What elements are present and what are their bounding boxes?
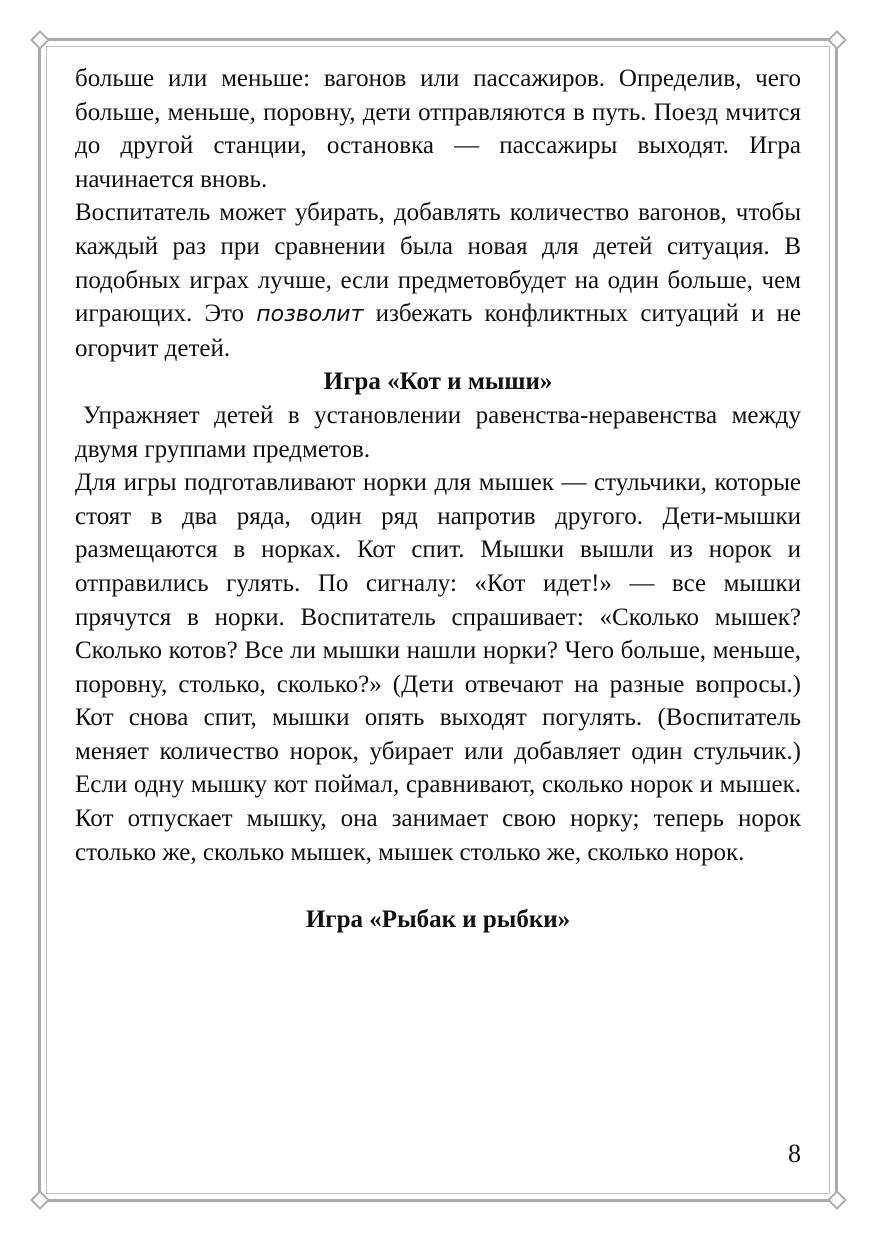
italic-word: позволит bbox=[256, 302, 364, 328]
blank-line bbox=[75, 869, 801, 903]
paragraph-teacher-note bbox=[75, 196, 801, 365]
paragraph-cat-mice-rules: Для игры подготавливают норки для мышек — стульчики, которые стоят в два ряда, один ряд напротив другого. Дети-мышки размещаются в норках. Кот спит. Мышки вышли из норок и отправились гулять. По сигналу: «Кот идет!» — все мышки прячутся в норки. Воспитатель спрашивает: «Сколько мышек? Сколько котов? Все ли мышки нашли норки? Чего больше, меньше, поровну, столько, сколько?» (Дети отвечают на разные вопросы.) Кот снова спит, мышки опять выходят погулять. (Воспитатель меняет количество норок, убирает или добавляет один стульчик.) Если одну мышку кот поймал, сравнивают, сколько норок и мышек. Кот отпускает мышку, она занимает свою норку; теперь норок столько же, сколько мышек, мышек столько же, сколько норок. bbox=[75, 469, 801, 866]
paragraph-train-game-end: больше или меньше: вагонов или пассажиров. Определив, чего больше, меньше, поровну, дети отправляются в путь. Поезд мчится до другой станции, остановка — пассажиры выходят. Игра начинается вновь. bbox=[75, 65, 801, 193]
paragraph-teacher-note-text: Воспитатель может убирать, добавлять количество вагонов, чтобы каждый раз при сравнении была новая для детей ситуация. В подобных играх лучше, если предметовбудет на один больше, чем играющих. Это bbox=[75, 199, 801, 328]
page-number: 8 bbox=[788, 1139, 801, 1168]
paragraph-teacher-note-end: избежать конфликтных ситуаций и не огорчит детей. bbox=[75, 300, 802, 362]
paragraph-cat-mice-purpose: Упражняет детей в установлении равенства-неравенства между двумя группами предметов. bbox=[75, 401, 801, 463]
page-content bbox=[75, 62, 801, 937]
heading-cat-and-mice: Игра «Кот и мыши» bbox=[323, 368, 553, 396]
heading-fisher-and-fish: Игра «Рыбак и рыбки» bbox=[305, 906, 571, 934]
